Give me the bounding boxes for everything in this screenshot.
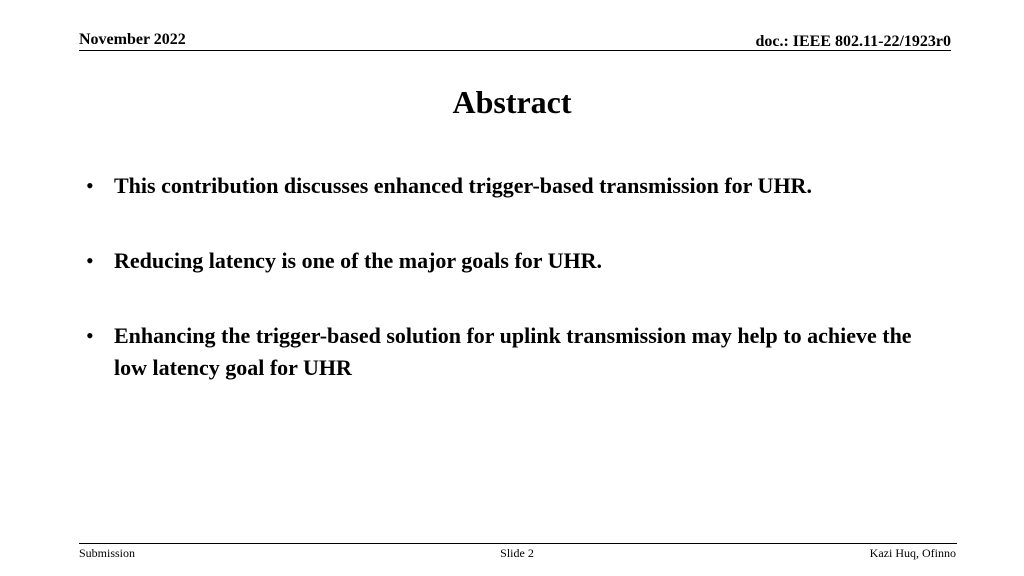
footer-submission: Submission: [79, 546, 136, 560]
bullet-item: [86, 170, 946, 202]
bullet-item: [86, 245, 946, 277]
bullet-list: [86, 170, 946, 427]
header-date: November 2022: [79, 31, 186, 48]
header-divider: [79, 50, 951, 51]
footer-slide-number: Slide 2: [500, 546, 534, 560]
bullet-item: [86, 320, 946, 384]
bullet-text: Enhancing the trigger-based solution for uplink transmission may help to achieve the low latency goal for UHR: [114, 323, 912, 380]
bullet-icon: •: [86, 323, 94, 348]
footer-divider: [79, 543, 957, 544]
slide-title: Abstract: [452, 84, 572, 120]
bullet-icon: •: [86, 173, 94, 198]
bullet-text: Reducing latency is one of the major goals for UHR.: [114, 248, 603, 273]
footer-author: Kazi Huq, Ofinno: [869, 546, 956, 560]
bullet-icon: •: [86, 248, 94, 273]
header-doc-id: doc.: IEEE 802.11-22/1923r0: [755, 33, 951, 50]
bullet-text: This contribution discusses enhanced trigger-based transmission for UHR.: [114, 173, 812, 198]
